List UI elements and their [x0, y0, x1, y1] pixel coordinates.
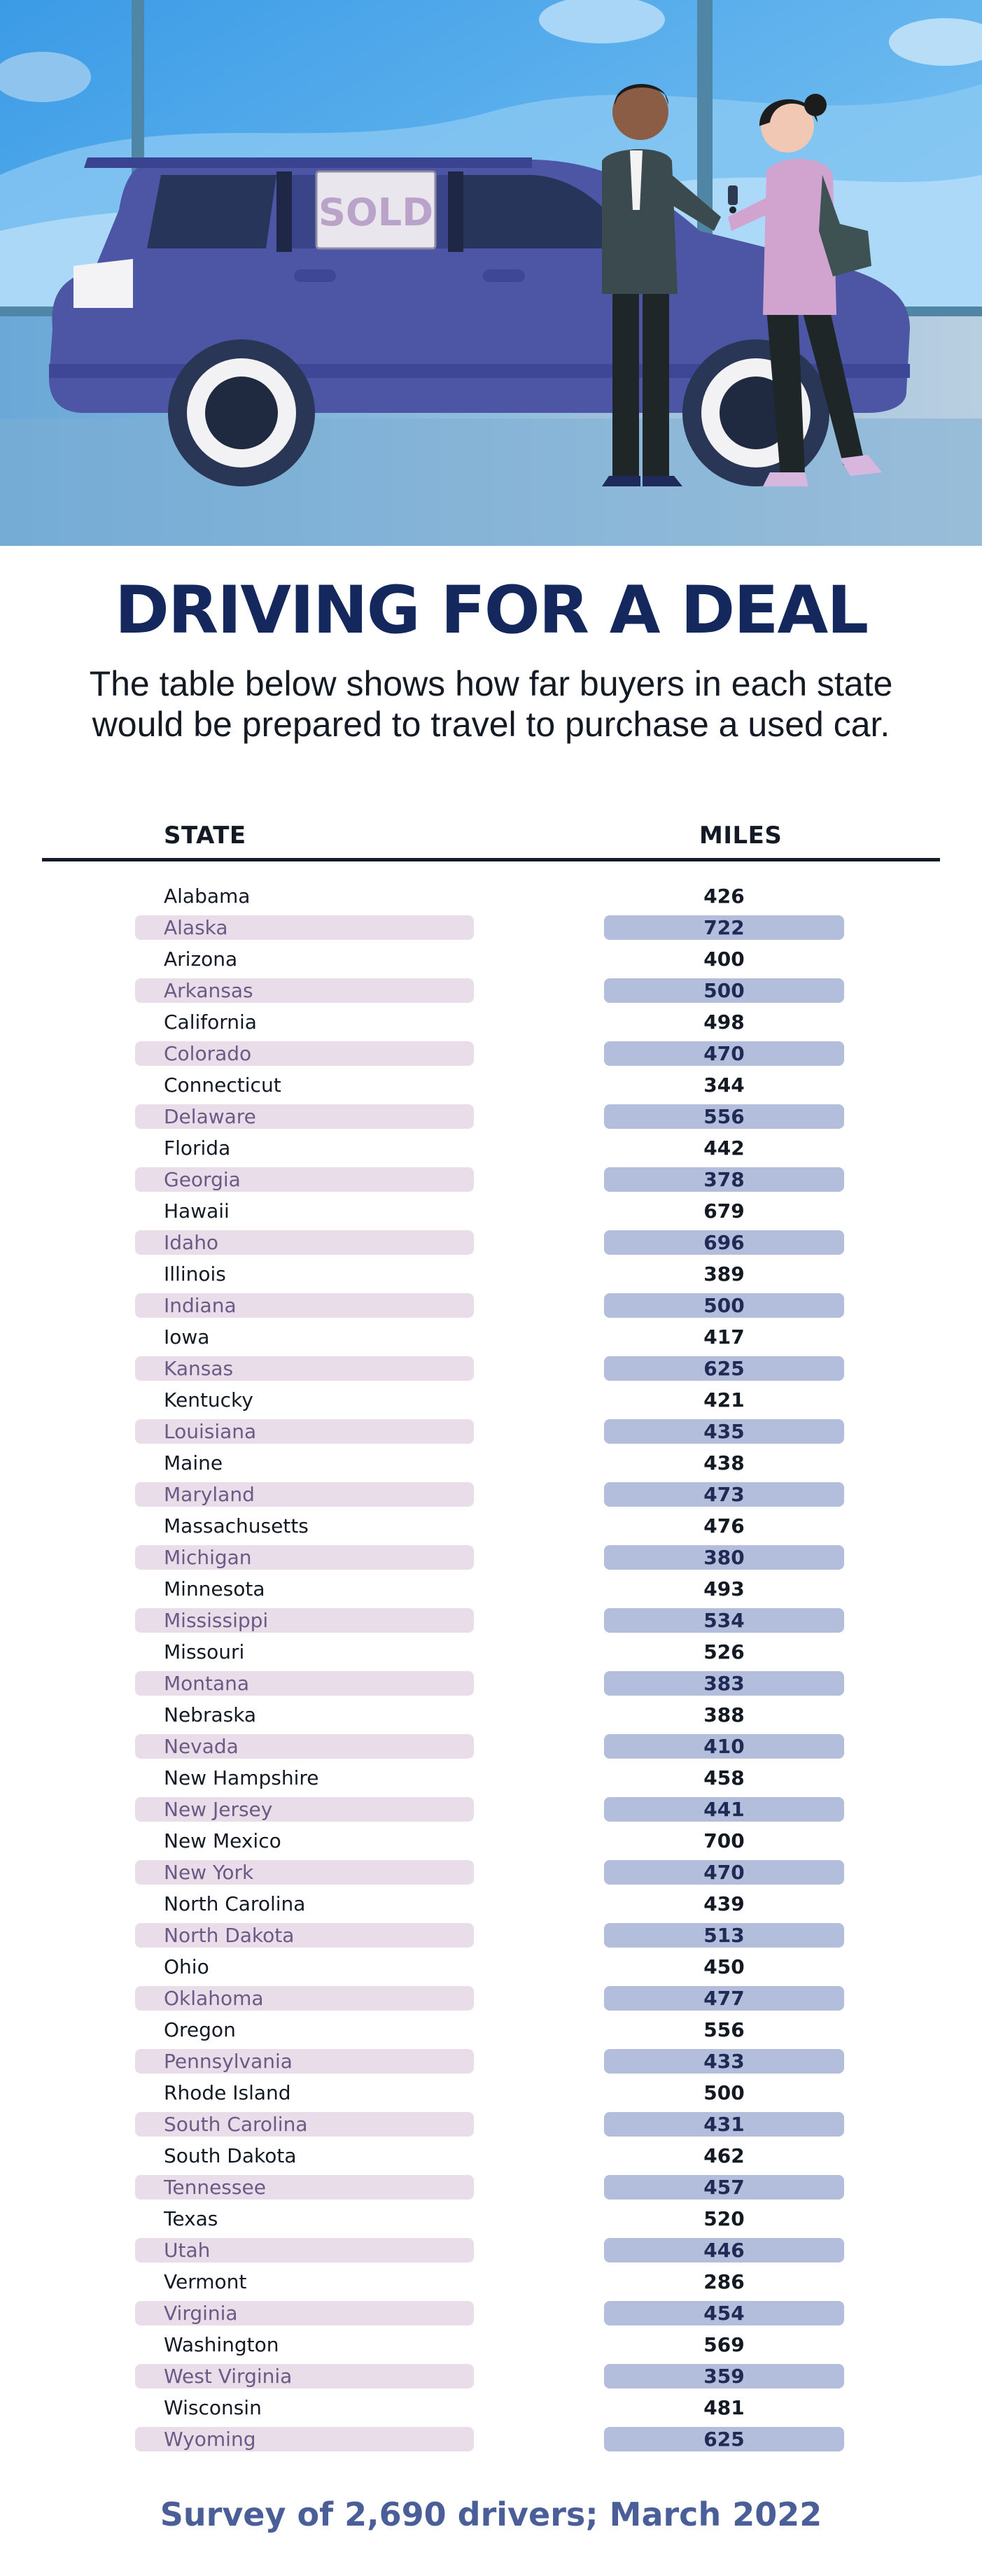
miles-cell: 458 [703, 1766, 745, 1789]
miles-cell: 700 [703, 1829, 745, 1852]
table-row [0, 1510, 982, 1542]
state-cell: Florida [164, 1136, 231, 1160]
hero-illustration [0, 0, 982, 546]
miles-cell: 433 [604, 2049, 844, 2074]
state-cell: Delaware [135, 1104, 474, 1129]
state-cell: Alabama [164, 885, 251, 908]
state-cell: Montana [135, 1671, 474, 1696]
miles-cell: 442 [703, 1136, 745, 1160]
miles-cell: 438 [703, 1451, 745, 1474]
state-cell: Missouri [164, 1640, 245, 1663]
table-row [0, 975, 982, 1006]
miles-cell: 446 [604, 2238, 844, 2262]
table-row [0, 1920, 982, 1951]
miles-cell: 473 [604, 1482, 844, 1507]
table-row [0, 1636, 982, 1668]
table-row [0, 1227, 982, 1258]
table-row [0, 1605, 982, 1636]
state-cell: Mississippi [135, 1608, 474, 1633]
state-cell: Kansas [135, 1356, 474, 1381]
table-row [0, 2392, 982, 2423]
header-divider [42, 858, 940, 861]
state-cell: Kentucky [164, 1388, 253, 1412]
table-row [0, 1542, 982, 1573]
table-row [0, 1447, 982, 1479]
miles-cell: 439 [703, 1892, 745, 1915]
state-cell: Colorado [135, 1041, 474, 1066]
table-row [0, 1101, 982, 1132]
miles-cell: 454 [604, 2301, 844, 2325]
table-row [0, 1762, 982, 1794]
miles-cell: 470 [604, 1860, 844, 1885]
table-row [0, 1353, 982, 1384]
miles-cell: 470 [604, 1041, 844, 1066]
miles-cell: 679 [703, 1199, 745, 1223]
table-row [0, 1038, 982, 1069]
table-row [0, 1699, 982, 1731]
miles-cell: 476 [703, 1514, 745, 1537]
table-row [0, 2423, 982, 2455]
table-row [0, 2172, 982, 2203]
state-cell: Vermont [164, 2270, 247, 2293]
table-row [0, 1794, 982, 1825]
miles-cell: 625 [604, 1356, 844, 1381]
table-row [0, 1573, 982, 1605]
miles-cell: 435 [604, 1419, 844, 1444]
state-cell: California [164, 1011, 257, 1034]
table-row [0, 1258, 982, 1290]
state-cell: New Mexico [164, 1829, 281, 1852]
state-cell: Massachusetts [164, 1514, 309, 1537]
miles-cell: 569 [703, 2333, 745, 2356]
state-cell: Ohio [164, 1955, 209, 1978]
table-row [0, 2077, 982, 2109]
miles-cell: 500 [604, 1293, 844, 1318]
state-cell: Louisiana [135, 1419, 474, 1444]
state-cell: New York [135, 1860, 474, 1885]
table-row [0, 1290, 982, 1321]
state-cell: Washington [164, 2333, 279, 2356]
table-row [0, 1164, 982, 1195]
miles-cell: 383 [604, 1671, 844, 1696]
miles-cell: 286 [703, 2270, 745, 2293]
state-cell: Wisconsin [164, 2396, 262, 2419]
miles-cell: 450 [703, 1955, 745, 1978]
table-row [0, 943, 982, 975]
table-row [0, 1479, 982, 1510]
state-cell: Oregon [164, 2018, 236, 2041]
state-cell: Virginia [135, 2301, 474, 2325]
table-row [0, 2329, 982, 2360]
miles-cell: 431 [604, 2112, 844, 2137]
page-subtitle [56, 663, 926, 745]
miles-cell: 493 [703, 1577, 745, 1600]
column-header-state: STATE [164, 822, 246, 850]
state-cell: Indiana [135, 1293, 474, 1318]
miles-cell: 457 [604, 2175, 844, 2200]
sold-sign-text: SOLD [318, 190, 434, 234]
sold-sign [316, 171, 435, 248]
miles-cell: 388 [703, 1703, 745, 1726]
miles-cell: 441 [604, 1797, 844, 1822]
miles-cell: 722 [604, 915, 844, 940]
table-row [0, 2234, 982, 2266]
state-cell: Wyoming [135, 2427, 474, 2451]
state-cell: New Hampshire [164, 1766, 319, 1789]
table-row [0, 2203, 982, 2234]
page-title: DRIVING FOR A DEAL [114, 572, 868, 649]
state-cell: Georgia [135, 1167, 474, 1192]
state-cell: Connecticut [164, 1074, 281, 1097]
state-cell: South Carolina [135, 2112, 474, 2137]
survey-note: Survey of 2,690 drivers; March 2022 [160, 2496, 822, 2533]
table-row [0, 1132, 982, 1164]
table-row [0, 1321, 982, 1353]
state-cell: Illinois [164, 1262, 226, 1286]
state-cell: Minnesota [164, 1577, 265, 1600]
subtitle-line-2: would be prepared to travel to purchase a used car. [92, 705, 890, 744]
state-cell: Alaska [135, 915, 474, 940]
table-row [0, 1195, 982, 1227]
state-cell: Nebraska [164, 1703, 257, 1726]
miles-cell: 410 [604, 1734, 844, 1759]
table-row [0, 1951, 982, 1983]
miles-cell: 513 [604, 1923, 844, 1948]
miles-cell: 426 [703, 885, 745, 908]
state-cell: Maine [164, 1451, 223, 1474]
state-cell: New Jersey [135, 1797, 474, 1822]
state-cell: Pennsylvania [135, 2049, 474, 2074]
state-cell: Hawaii [164, 1199, 230, 1223]
state-cell: Oklahoma [135, 1986, 474, 2011]
state-cell: North Dakota [135, 1923, 474, 1948]
table-row [0, 2140, 982, 2172]
table-row [0, 912, 982, 943]
miles-cell: 526 [703, 1640, 745, 1663]
miles-cell: 500 [604, 978, 844, 1003]
state-cell: Arizona [164, 948, 238, 971]
miles-cell: 389 [703, 1262, 745, 1286]
miles-cell: 556 [604, 1104, 844, 1129]
state-cell: Michigan [135, 1545, 474, 1570]
miles-cell: 400 [703, 948, 745, 971]
miles-cell: 498 [703, 1011, 745, 1034]
state-cell: Tennessee [135, 2175, 474, 2200]
table-row [0, 2109, 982, 2140]
state-cell: West Virginia [135, 2364, 474, 2388]
miles-cell: 417 [703, 1325, 745, 1349]
table-row [0, 1416, 982, 1447]
table-row [0, 880, 982, 912]
column-header-miles: MILES [699, 822, 783, 850]
state-cell: South Dakota [164, 2144, 297, 2167]
subtitle-line-1: The table below shows how far buyers in each state [89, 664, 893, 703]
table-row [0, 1384, 982, 1416]
table-row [0, 1857, 982, 1888]
miles-cell: 462 [703, 2144, 745, 2167]
miles-cell: 344 [703, 1074, 745, 1097]
miles-cell: 380 [604, 1545, 844, 1570]
miles-cell: 556 [703, 2018, 745, 2041]
miles-cell: 534 [604, 1608, 844, 1633]
state-cell: Utah [135, 2238, 474, 2262]
state-cell: Iowa [164, 1325, 210, 1349]
state-cell: Maryland [135, 1482, 474, 1507]
state-cell: Texas [164, 2207, 218, 2230]
table-row [0, 1825, 982, 1857]
state-cell: Idaho [135, 1230, 474, 1255]
table-row [0, 2014, 982, 2046]
table-row [0, 1731, 982, 1762]
table-row [0, 2046, 982, 2077]
table-row [0, 1069, 982, 1101]
miles-cell: 696 [604, 1230, 844, 1255]
table-row [0, 1006, 982, 1038]
table-row [0, 2297, 982, 2329]
miles-cell: 625 [604, 2427, 844, 2451]
miles-table [0, 880, 982, 2455]
state-cell: Rhode Island [164, 2081, 291, 2104]
miles-cell: 378 [604, 1167, 844, 1192]
table-row [0, 2360, 982, 2392]
table-row [0, 1668, 982, 1699]
state-cell: Nevada [135, 1734, 474, 1759]
table-row [0, 1888, 982, 1920]
miles-cell: 359 [604, 2364, 844, 2388]
miles-cell: 477 [604, 1986, 844, 2011]
state-cell: North Carolina [164, 1892, 306, 1915]
state-cell: Arkansas [135, 978, 474, 1003]
miles-cell: 500 [703, 2081, 745, 2104]
miles-cell: 421 [703, 1388, 745, 1412]
miles-cell: 481 [703, 2396, 745, 2419]
miles-cell: 520 [703, 2207, 745, 2230]
table-row [0, 2266, 982, 2297]
table-row [0, 1983, 982, 2014]
